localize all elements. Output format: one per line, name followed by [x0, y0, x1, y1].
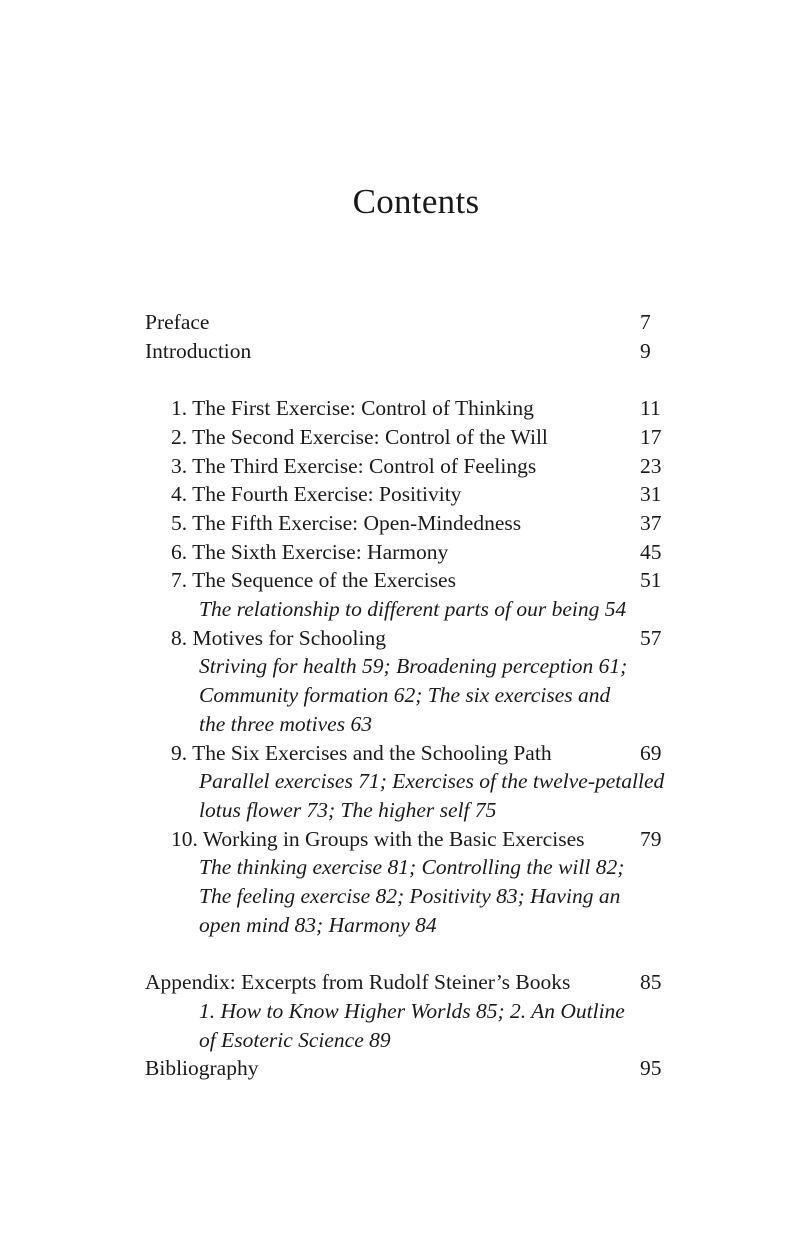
section-gap [145, 365, 670, 394]
toc-entry-label: Preface [145, 310, 210, 334]
toc-page-number: 9 [640, 338, 651, 363]
toc-page-number: 23 [640, 453, 662, 478]
table-of-contents [145, 308, 670, 1083]
toc-entry-label: 7. The Sequence of the Exercises [171, 568, 456, 593]
toc-entry-label: 5. The Fifth Exercise: Open-Mindedness [171, 510, 522, 535]
toc-entry-chapter-7 [145, 566, 670, 595]
toc-entry-appendix [145, 968, 670, 997]
toc-subentries: Community formation 62; The six exercises and [199, 683, 611, 708]
toc-entry-label: Bibliography [145, 1056, 259, 1081]
toc-page-number: 31 [640, 482, 662, 507]
toc-subentries: The feeling exercise 82; Positivity 83; Having an [199, 884, 621, 909]
toc-subentries: of Esoteric Science 89 [199, 1027, 391, 1052]
toc-subentries: open mind 83; Harmony 84 [199, 912, 437, 937]
toc-entry-chapter-8 [145, 624, 670, 653]
toc-entry-chapter-10 [145, 825, 670, 854]
toc-entry-chapter-6 [145, 538, 670, 567]
toc-page-number: 45 [640, 539, 662, 564]
toc-entry-chapter-5 [145, 509, 670, 538]
section-gap [145, 939, 670, 968]
toc-entry-label: 10. Working in Groups with the Basic Exercises [171, 826, 585, 851]
toc-page-number: 51 [640, 568, 662, 593]
toc-subentries: 1. How to Know Higher Worlds 85; 2. An Outline [199, 998, 625, 1023]
toc-entry-label: 1. The First Exercise: Control of Thinking [171, 396, 534, 421]
toc-entry-label: Introduction [145, 338, 252, 363]
toc-entry-chapter-4 [145, 480, 670, 509]
toc-entry-preface [145, 308, 670, 337]
toc-subentries: Striving for health 59; Broadening perception 61; [199, 654, 628, 679]
toc-entry-label: 3. The Third Exercise: Control of Feelings [171, 453, 537, 478]
page-title: Contents [352, 182, 480, 221]
toc-page-number: 79 [640, 826, 662, 851]
toc-subentries: The relationship to different parts of our being 54 [199, 597, 627, 622]
toc-entry-bibliography [145, 1054, 670, 1083]
toc-page-number: 7 [640, 310, 651, 334]
toc-entry-label: 8. Motives for Schooling [171, 625, 386, 650]
toc-subentries: The thinking exercise 81; Controlling the will 82; [199, 855, 625, 880]
toc-entry-label: 9. The Six Exercises and the Schooling Path [171, 740, 552, 765]
toc-entry-label: Appendix: Excerpts from Rudolf Steiner’s Books [145, 970, 571, 995]
toc-entry-chapter-3 [145, 452, 670, 481]
toc-page-number: 95 [640, 1056, 662, 1081]
toc-subentries: the three motives 63 [199, 711, 372, 736]
toc-page-number: 85 [640, 970, 662, 995]
toc-page-number: 17 [640, 424, 662, 449]
toc-entry-label: 6. The Sixth Exercise: Harmony [171, 539, 449, 564]
toc-subentries: Parallel exercises 71; Exercises of the twelve-petalled [199, 769, 665, 794]
toc-page-number: 57 [640, 625, 662, 650]
toc-subentries: lotus flower 73; The higher self 75 [199, 797, 497, 822]
toc-entry-chapter-1 [145, 394, 670, 423]
toc-entry-label: 4. The Fourth Exercise: Positivity [171, 482, 462, 507]
toc-entry-chapter-2 [145, 423, 670, 452]
toc-entry-label: 2. The Second Exercise: Control of the Will [171, 424, 548, 449]
toc-entry-introduction [145, 337, 670, 366]
toc-page-number: 69 [640, 740, 662, 765]
toc-entry-chapter-9 [145, 739, 670, 768]
toc-page-number: 37 [640, 510, 662, 535]
toc-page-number: 11 [640, 396, 661, 421]
